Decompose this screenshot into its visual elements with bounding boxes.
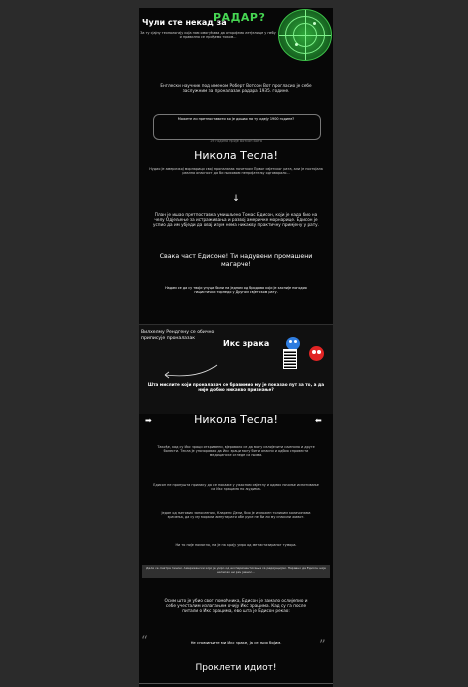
intro-paragraph: Енглески научник под именом Роберт Вотсон Вот прогласио је себе заслужним за проналазак радара 1935. године.	[160, 83, 312, 94]
tesla-heading-2: Никола Тесла!	[194, 413, 278, 426]
history-paragraph: Нудио је америчкој морнарици свој проналазак почетком Првог свјетског рата, али је постојала реална опасност да би њиховом непријатељу одговарало...	[149, 167, 323, 176]
final-exclamation: Проклети идиот!	[195, 663, 277, 673]
header-question: Чули сте некад за	[142, 18, 227, 27]
arrow-down-icon: ↓	[232, 194, 240, 204]
skeleton-xray-icon	[283, 349, 297, 369]
radar-screen-icon	[278, 9, 332, 61]
edison-shout: Свака част Едисоне! Ти надувени промашени магарче!	[159, 253, 313, 268]
xray-question: Шта мислите који проналазач се бравимио му је показао пут за то, а да није добио никакво признање?	[147, 382, 325, 393]
header-subtitle: За ту сјајну технологију која нам омогућава да откријемо летјелице у небу и правилно се прођемо током...	[140, 31, 276, 40]
curved-arrow-icon	[159, 363, 219, 381]
infographic-page	[139, 8, 333, 687]
red-robot-icon	[309, 346, 324, 361]
paragraph-edison-tests: Едисон не пропушта прилику да се покаже у ужасном свјетлу и одмах почиње испитивање са Икс зрацима по људима.	[153, 483, 319, 492]
section-divider	[139, 324, 333, 325]
close-quote-icon: ”	[319, 638, 326, 653]
open-quote-icon: “	[141, 634, 148, 649]
bottom-divider	[139, 683, 333, 684]
right-arrow-icon: ➡	[145, 416, 152, 425]
paragraph-death: Ни то није помогло, па је на крају умро од метастазираног тумора.	[175, 543, 297, 547]
quote-hint: 19 година прије Вотсон Вота	[210, 139, 262, 143]
radar-word: РАДАР?	[213, 11, 266, 24]
hope-paragraph: Надам се да су твоји унуци били на једном од бродова који је касније погодио нацистички торпедо у Другом свјетском рату.	[165, 286, 307, 295]
xray-title: Икс зрака	[223, 339, 270, 348]
note-bar-text: Дали се сматра пином. Американски који је умро од експериментисања са радијацијом. Наравно да Едисон није написао ни реч јавнос...	[146, 566, 326, 574]
paragraph-clarence-dally: Један од његових запослених, Кларенс Дели, био је изложен толиким количинама зрачења, да су му морали ампутирати обе руке не би ли му спасили живот.	[161, 511, 311, 520]
xray-intro: Вилхелму Рендгену се обично приписује проналазак	[141, 330, 215, 341]
plan-paragraph: План је ишао претпоставка умишљено Томас Едисон, који је када био на челу Одјељење за истраживања и развој америчке морнарице. Едисон је успио да им убједи да овај изум нема никакву практичну примјену у рату.	[153, 212, 319, 228]
tesla-heading-1: Никола Тесла!	[194, 149, 278, 162]
edison-quote: Не спомињите ми Икс зраке, ја се њих бојим.	[190, 640, 282, 645]
closing-paragraph: Осим што је убио свог помоћника, Едисон је замало ослијепио и себе учесталим излагањем очију Икс зрацима. Кад су га после питали о Икс зрацима, ево шта је Едисон рекао:	[164, 598, 308, 614]
quote-question: Можете ли претпоставити ко је дошао на ту идеју 1900 године?	[177, 117, 295, 121]
left-arrow-icon: ⬅	[315, 416, 322, 425]
paragraph-xray-danger: Такође, кад су Икс зраци откривени, вјеровало се да могу излијечити сљепило и друге болести. Тесла је упозоравао да Икс зраци могу бити опасни и одбио спровести медицинске огледе са њима.	[157, 445, 315, 458]
